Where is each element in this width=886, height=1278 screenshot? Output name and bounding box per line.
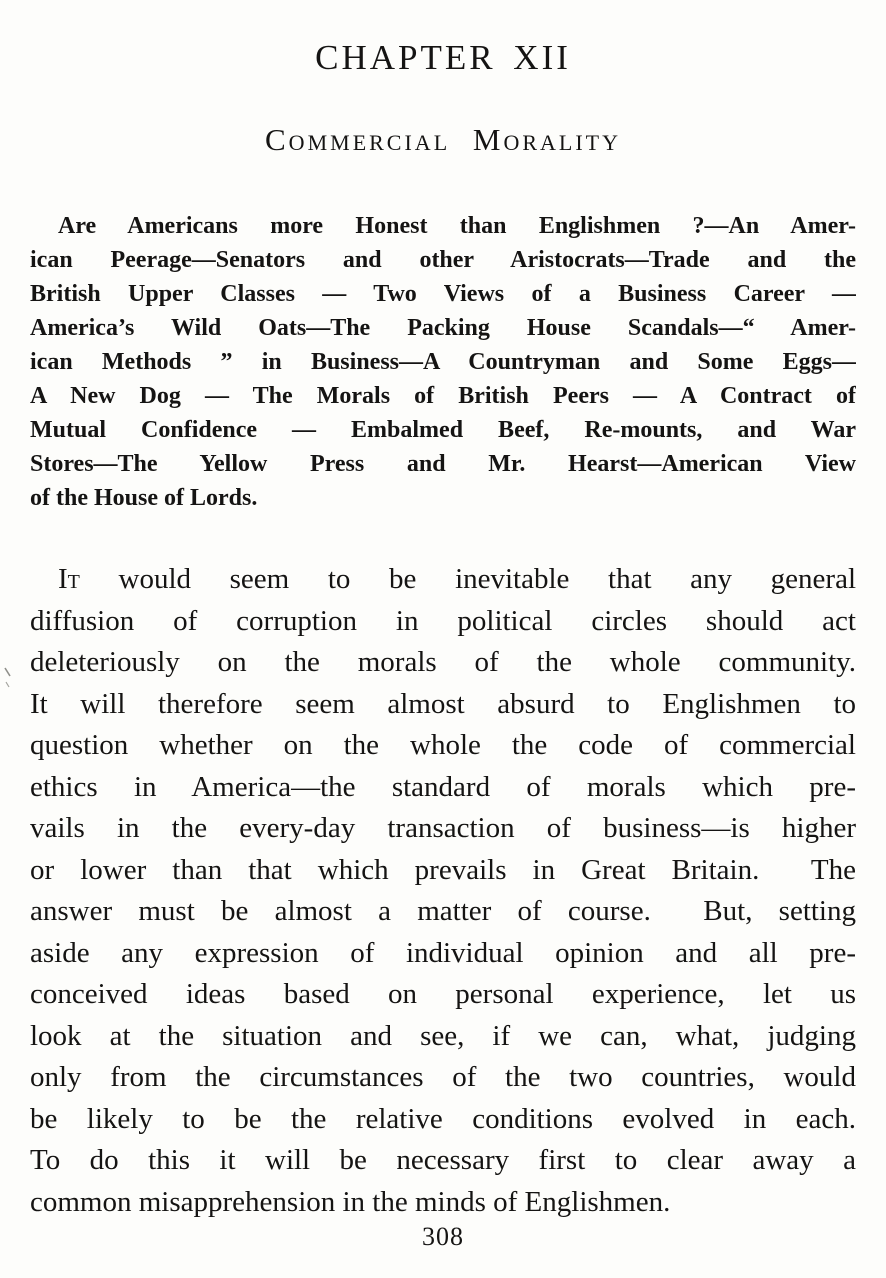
synopsis-line: Are Americans more Honest than Englishmen ?—An Amer- xyxy=(58,213,856,239)
body-text-line: To do this it will be necessary first to clear away a xyxy=(30,1144,856,1176)
body-text-line: vails in the every-day transaction of business—is higher xyxy=(30,812,856,844)
body-text-line: only from the circumstances of the two countries, would xyxy=(30,1061,856,1093)
chapter-synopsis xyxy=(30,209,856,515)
body-text-line: diffusion of corruption in political circles should act xyxy=(30,604,856,637)
chapter-title: Commercial Morality xyxy=(265,122,621,157)
synopsis-line: A New Dog — The Morals of British Peers — A Contract of xyxy=(30,383,856,409)
body-text-line: common misapprehension in the minds of Englishmen. xyxy=(30,1185,671,1218)
synopsis-line: of the House of Lords. xyxy=(30,485,258,511)
body-text-line: It would seem to be inevitable that any general xyxy=(58,563,856,595)
chapter-heading: CHAPTER XII xyxy=(315,38,571,77)
body-text-line: look at the situation and see, if we can, what, judging xyxy=(30,1019,856,1052)
body-text-line: be likely to be the relative conditions evolved in each. xyxy=(30,1102,856,1135)
synopsis-line: Stores—The Yellow Press and Mr. Hearst—American View xyxy=(30,451,856,477)
body-text-line: aside any expression of individual opinion and all pre- xyxy=(30,936,856,969)
body-text-line: It will therefore seem almost absurd to Englishmen to xyxy=(30,687,856,720)
synopsis-line: Mutual Confidence — Embalmed Beef, Re-mounts, and War xyxy=(30,417,856,443)
scan-artifact xyxy=(2,664,16,690)
page-number: 308 xyxy=(422,1222,464,1251)
body-text-line: or lower than that which prevails in Great Britain. The xyxy=(30,853,856,886)
synopsis-line: British Upper Classes — Two Views of a Business Career — xyxy=(30,281,856,307)
body-text-line: question whether on the whole the code of commercial xyxy=(30,729,856,761)
synopsis-line: America’s Wild Oats—The Packing House Scandals—“ Amer- xyxy=(30,315,856,341)
synopsis-line: ican Methods ” in Business—A Countryman and Some Eggs— xyxy=(30,349,856,375)
body-text-line: ethics in America—the standard of morals which pre- xyxy=(30,770,856,803)
body-text-line: deleteriously on the morals of the whole community. xyxy=(30,646,856,678)
synopsis-line: ican Peerage—Senators and other Aristocrats—Trade and the xyxy=(30,247,856,273)
body-paragraph xyxy=(30,559,856,1223)
body-text-line: conceived ideas based on personal experience, let us xyxy=(30,978,856,1010)
body-text-line: answer must be almost a matter of course. But, setting xyxy=(30,895,856,927)
